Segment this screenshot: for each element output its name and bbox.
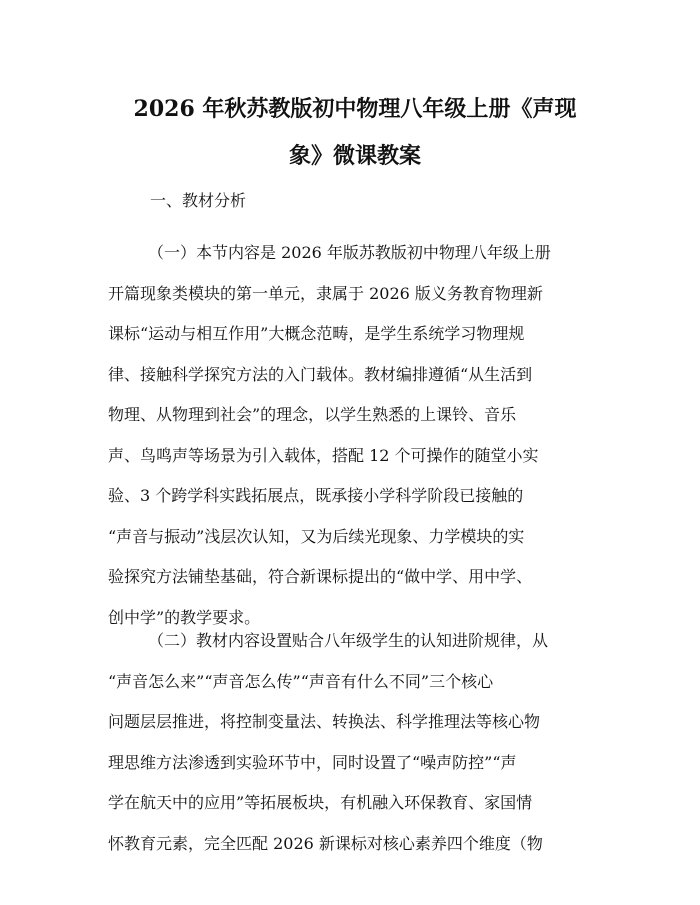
paragraph-line: （一）本节内容是 2026 年版苏教版初中物理八年级上册 [148, 243, 551, 262]
paragraph-line: 验、3 个跨学科实践拓展点，既承接小学科学阶段已接触的 [108, 486, 524, 505]
document-title [95, 86, 615, 180]
title-line: 象》微课教案 [288, 143, 421, 169]
paragraph-line: 学在航天中的应用”等拓展板块，有机融入环保教育、家国情 [108, 793, 533, 812]
paragraph-line: 怀教育元素，完全匹配 2026 新课标对核心素养四个维度（物 [108, 833, 543, 853]
paragraph-line: “声音与振动”浅层次认知，又为后续光现象、力学模块的实 [108, 526, 525, 546]
section-heading: 一、教材分析 [150, 191, 247, 210]
paragraph-2 [108, 621, 608, 864]
paragraph-line: 声、鸟鸣声等场景为引入载体，搭配 12 个可操作的随堂小实 [108, 445, 539, 465]
paragraph-line: 创中学”的教学要求。 [108, 607, 261, 627]
paragraph-line: 课标“运动与相互作用”大概念范畴，是学生系统学习物理规 [108, 324, 525, 343]
paragraph-line: 律、接触科学探究方法的入门载体。教材编排遵循“从生活到 [108, 364, 533, 384]
paragraph-line: 物理、从物理到社会”的理念，以学生熟悉的上课铃、音乐 [108, 405, 517, 424]
paragraph-line: 问题层层推进，将控制变量法、转换法、科学推理法等核心物 [108, 712, 541, 731]
paragraph-line: “声音怎么来”“声音怎么传”“声音有什么不同”三个核心 [108, 671, 494, 691]
paragraph-line: 开篇现象类模块的第一单元，隶属于 2026 版义务教育物理新 [108, 283, 543, 303]
paragraph-1 [108, 233, 608, 638]
paragraph-line: 验探究方法铺垫基础，符合新课标提出的“做中学、用中学、 [108, 567, 533, 586]
title-line: 2026 年秋苏教版初中物理八年级上册《声现 [133, 96, 577, 122]
paragraph-line: （二）教材内容设置贴合八年级学生的认知进阶规律，从 [148, 631, 549, 650]
paragraph-line: 理思维方法渗透到实验环节中，同时设置了“噪声防控”“声 [108, 752, 517, 772]
